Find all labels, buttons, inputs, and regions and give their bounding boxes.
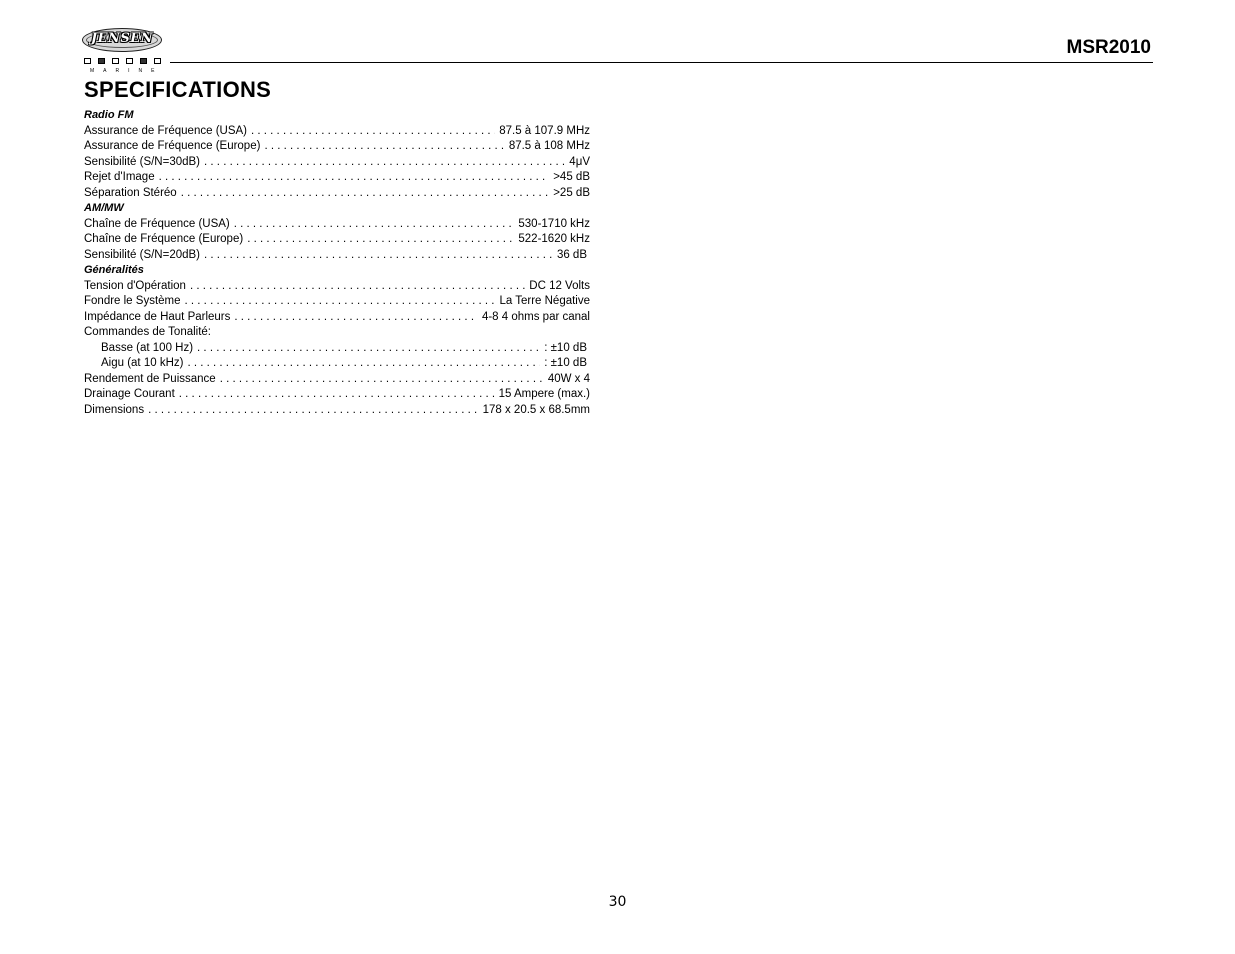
spec-row [84,294,590,310]
spec-row [84,341,590,357]
spec-value: 178 x 20.5 x 68.5mm [482,403,590,416]
spec-value: >25 dB [553,186,590,199]
spec-value: 4μV [569,155,590,168]
spec-row [84,325,590,341]
logo-subtitle: MARINE [90,68,164,74]
spec-label: Sensibilité (S/N=20dB) [84,248,201,261]
section-heading-fm: Radio FM [84,109,134,121]
spec-row [84,403,590,419]
spec-label: Drainage Courant [84,388,175,400]
spec-value: 87.5 à 107.9 MHz [499,124,590,137]
spec-row [84,124,590,140]
section-heading-am: AM/MW [84,202,124,214]
spec-row [84,139,590,155]
spec-value: : ±10 dB [544,341,587,354]
spec-row [84,310,590,326]
spec-row [84,248,590,264]
spec-label: Impédance de Haut Parleurs [84,310,231,323]
spec-value: 530-1710 kHz [518,217,590,230]
logo-squares [84,58,164,64]
logo-wordmark: JENSEN [90,31,154,46]
spec-label: Sensibilité (S/N=30dB) [84,155,201,168]
spec-value: 87.5 à 108 MHz [508,140,590,152]
spec-row [84,279,590,295]
spec-row [84,155,590,171]
section-heading-general: Généralités [84,264,144,276]
spec-row [84,186,590,202]
spec-row [84,232,590,248]
spec-label: Rendement de Puissance [84,372,216,385]
spec-row [84,387,590,403]
spec-value: 40W x 4 [547,372,590,385]
spec-value: 15 Ampere (max.) [498,388,590,400]
spec-value: 4-8 4 ohms par canal [481,310,590,323]
spec-label: Chaîne de Fréquence (Europe) [84,233,244,245]
spec-label: Aigu (at 10 kHz) [101,357,184,369]
page-number: 30 [608,894,627,910]
spec-label: Séparation Stéréo [84,186,177,199]
spec-label: Dimensions [84,403,145,416]
model-number: MSR2010 [1066,37,1151,58]
spec-value: 36 dB [556,248,587,261]
spec-row [84,217,590,233]
spec-value: 522-1620 kHz [518,233,590,245]
specifications-list [84,108,590,418]
spec-label: Basse (at 100 Hz) [101,341,194,354]
page-title: SPECIFICATIONS [84,77,272,102]
spec-label: Tension d'Opération [84,279,186,292]
spec-value: DC 12 Volts [529,279,590,292]
spec-label: Assurance de Fréquence (USA) [84,124,247,137]
spec-value: >45 dB [553,171,590,183]
spec-value: La Terre Négative [499,295,590,307]
jensen-marine-logo [82,28,166,76]
spec-label: Commandes de Tonalité: [84,326,211,338]
spec-label: Assurance de Fréquence (Europe) [84,140,261,152]
spec-row [84,170,590,186]
spec-label: Rejet d'Image [84,171,155,183]
spec-value: : ±10 dB [544,357,587,369]
spec-label: Chaîne de Fréquence (USA) [84,217,230,230]
spec-row [84,372,590,388]
spec-row [84,356,590,372]
header-divider [170,62,1153,63]
spec-label: Fondre le Système [84,295,181,307]
